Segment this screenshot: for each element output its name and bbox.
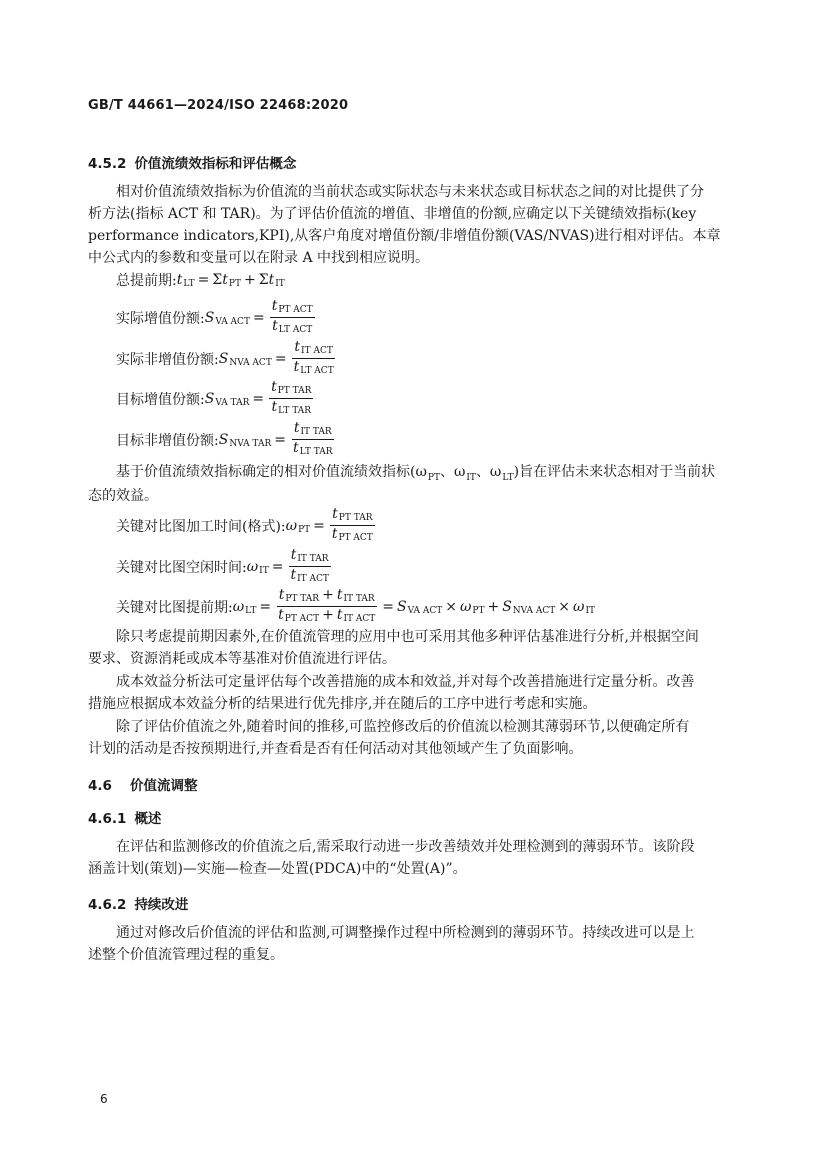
var-t: t [294,339,301,355]
formula-label: 实际增值份额: [116,310,205,327]
subscript: IT [275,279,285,289]
subscript: IT TAR [297,554,329,564]
formula-label: 目标增值份额: [116,391,205,408]
formula-label: 目标非增值份额: [116,432,219,449]
plus-sign: + [322,607,334,623]
text-line: 在评估和监测修改的价值流之后,需采取行动进一步改善绩效并处理检测到的薄弱环节。该阶段 [116,839,695,855]
section-heading-4-5-2 [88,152,296,172]
section-number: 4.5.2 [88,156,127,172]
subscript: IT ACT [301,346,333,356]
paragraph-kpi-intro [88,181,738,269]
formula-label: 关键对比图提前期: [116,599,233,616]
plus-sign: + [487,598,500,615]
text-fragment: 、ω [475,464,502,480]
formula-label: 关键对比图加工时间(格式): [116,518,286,535]
var-t: t [271,379,277,395]
equals-sign: = [197,272,210,288]
subscript: LT TAR [278,406,312,416]
var-omega: ω [459,598,472,615]
subscript: PT [298,524,311,535]
subscript: PT ACT [278,305,313,315]
formula-total-lead-time [116,270,285,290]
equals-sign: = [252,390,265,407]
subscript: LT [245,605,257,616]
var-t: t [336,607,343,623]
var-s: S [397,598,407,615]
section-title: 持续改进 [134,897,189,913]
var-t: t [293,420,300,436]
var-t: t [271,399,278,415]
var-t: t [331,526,338,542]
formula-omega-pt [116,507,377,544]
subscript: PT ACT [338,533,373,543]
subscript: LT TAR [299,447,333,457]
text-line: 计划的活动是否按预期进行,并查看是否有任何活动对其他领域产生了负面影响。 [88,741,583,757]
fraction [269,380,313,417]
subscript: LT [183,279,195,289]
subscript: VA TAR [215,397,250,408]
text-line: 态的效益。 [88,488,158,504]
equals-sign: = [271,558,284,575]
var-t: t [336,587,343,603]
formula-target-nva-share [116,421,337,458]
var-s: S [218,350,229,367]
subscript: PT TAR [277,386,312,396]
fraction [330,507,375,544]
standard-code-header: GB/T 44661—2024/ISO 22468:2020 [88,98,349,113]
section-title: 价值流调整 [130,778,198,794]
var-t: t [176,272,183,288]
formula-label: 关键对比图空闲时间: [116,559,247,576]
var-omega: ω [246,558,259,575]
subscript: PT TAR [338,513,373,523]
var-t: t [293,359,300,375]
subscript: IT [585,605,596,616]
subscript: IT TAR [343,594,375,604]
text-line: 除了评估价值流之外,随着时间的推移,可监控修改后的价值流以检测其薄弱环节,以便确定所有 [116,719,690,735]
page-number: 6 [100,1092,108,1106]
subscript: LT ACT [278,325,313,335]
var-omega: ω [232,598,245,615]
subscript: IT [466,473,476,483]
formula-label: 实际非增值份额: [116,351,219,368]
text-line: 成本效益分析法可定量评估每个改善措施的成本和效益,并对每个改善措施进行定量分析。改善 [116,674,695,690]
text-line: 涵盖计划(策划)—实施—检查—处置(PDCA)中的“处置(A)”。 [88,861,467,877]
text-line: 措施应根据成本效益分析的结果进行优先排序,并在随后的工序中进行考虑和实施。 [88,696,597,712]
var-t: t [292,440,299,456]
plus-sign: + [322,587,334,603]
paragraph-continuous-improvement [88,922,738,966]
section-number: 4.6.2 [88,897,127,913]
equals-sign: = [313,517,325,534]
subscript: IT ACT [297,574,329,584]
paragraph-other-benchmarks [88,626,738,670]
times-sign: × [558,598,571,615]
paragraph-relative-indicators [88,461,738,507]
fraction [276,588,377,625]
text-line: 基于价值流绩效指标确定的相对价值流绩效指标(ω [116,464,427,480]
equals-sign: = [274,350,287,367]
text-fragment: 、ω [439,464,466,480]
section-title: 概述 [134,811,162,827]
equals-sign: = [274,431,286,448]
subscript: NVA ACT [512,605,556,616]
var-t: t [278,587,285,603]
subscript: NVA TAR [229,438,272,449]
subscript: LT ACT [300,366,334,376]
equals-sign: = [252,309,265,326]
text-line: performance indicators,KPI),从客户角度对增值份额/非增值份额(VAS/NVAS)进行相对评估。本章 [88,228,721,244]
formula-actual-nva-share [116,340,338,377]
subscript: PT TAR [285,594,320,604]
fraction [291,421,335,458]
formula-label: 总提前期: [116,273,177,289]
var-t: t [332,506,338,522]
formula-omega-it [116,548,333,585]
section-number: 4.6.1 [88,811,127,827]
fraction [292,340,336,377]
text-fragment: )旨在评估未来状态相对于当前状 [513,464,716,480]
subscript: IT TAR [300,427,332,437]
formula-target-va-share [116,380,315,417]
var-t: t [222,272,228,288]
section-heading-4-6-1 [88,807,161,827]
text-line: 相对价值流绩效指标为价值流的当前状态或实际状态与未来状态或目标状态之间的对比提供了分 [116,184,704,200]
text-line: 中公式内的参数和变量可以在附录 A 中找到相应说明。 [88,250,430,266]
var-t: t [268,272,275,288]
section-heading-4-6-2 [88,893,188,913]
formula-omega-lt [116,588,595,625]
paragraph-overview [88,836,738,880]
text-line: 除只考虑提前期因素外,在价值流管理的应用中也可采用其他多种评估基准进行分析,并根据空间 [116,629,699,645]
subscript: NVA ACT [229,357,272,368]
var-s: S [218,431,229,448]
paragraph-cost-benefit [88,671,738,715]
var-s: S [502,598,512,615]
var-t: t [271,298,278,314]
plus-sign: + [243,272,256,288]
times-sign: × [445,598,457,615]
subscript: PT ACT [284,614,320,624]
equals-sign: = [382,598,394,615]
var-t: t [272,318,278,334]
text-line: 通过对修改后价值流的评估和监测,可调整操作过程中所检测到的薄弱环节。持续改进可以是上 [116,925,695,941]
equals-sign: = [259,598,272,615]
subscript: VA ACT [215,316,250,327]
formula-actual-va-share [116,299,317,336]
var-s: S [204,390,215,407]
var-omega: ω [285,517,298,534]
var-t: t [278,607,284,623]
text-line: 析方法(指标 ACT 和 TAR)。为了评估价值流的增值、非增值的份额,应确定以下关键绩效指标(key [88,206,697,222]
subscript: IT ACT [343,614,376,624]
text-line: 要求、资源消耗或成本等基准对价值流进行评估。 [88,651,396,667]
var-t: t [290,567,297,583]
section-title: 价值流绩效指标和评估概念 [134,156,297,172]
var-s: S [204,309,215,326]
subscript: PT [472,605,485,616]
text-line: 述整个价值流管理过程的重复。 [88,947,284,963]
var-omega: ω [573,598,585,615]
subscript: IT [259,565,269,576]
section-number: 4.6 [88,778,112,794]
sum-symbol: Σ [258,272,269,288]
subscript: PT [427,473,440,483]
var-t: t [290,547,297,563]
subscript: VA ACT [407,605,443,616]
section-heading-4-6 [88,774,198,794]
sum-symbol: Σ [212,272,223,288]
paragraph-monitoring [88,716,738,760]
subscript: PT [228,279,241,289]
fraction [270,299,315,336]
subscript: LT [502,473,514,483]
fraction [288,548,330,585]
